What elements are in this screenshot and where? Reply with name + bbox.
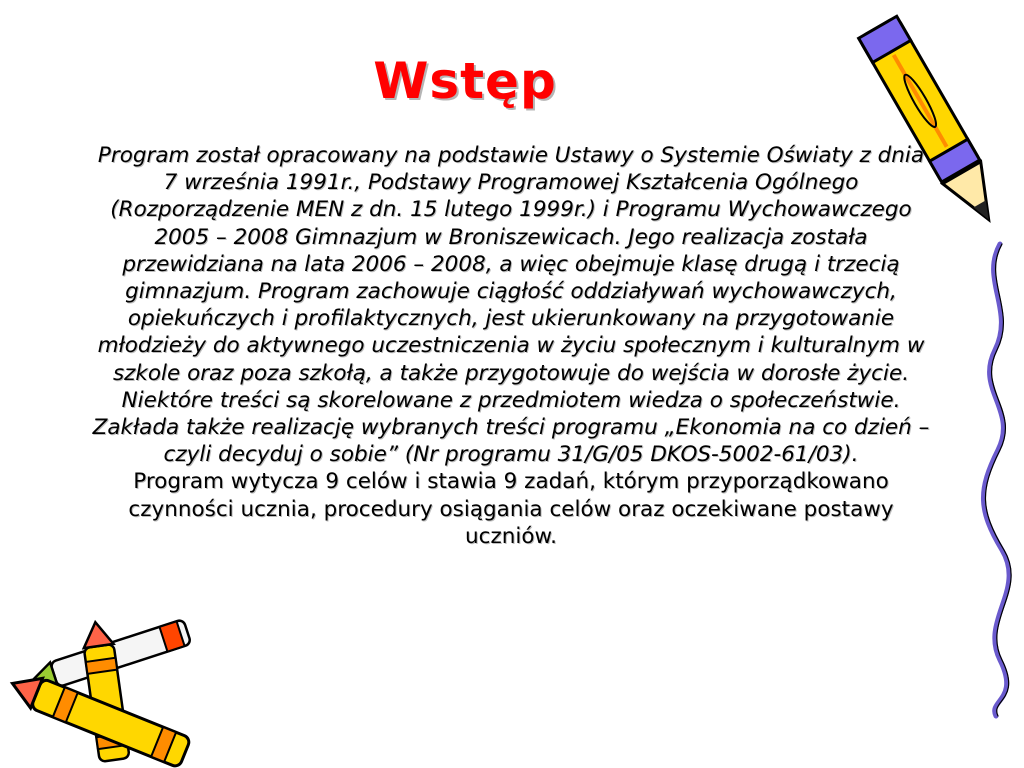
paragraph-1: Program został opracowany na podstawie Ustawy o Systemie Oświaty z dnia 7 września 1991r., Podstawy Programowej Kształcenia Ogólnego (Rozporządzenie MEN z dn. 15 lutego 1999r.) i Programu Wychowawczego 2005 – 2008 Gimnazjum w Broniszewicach. Jego realizacja została przewidziana na lata 2006 – 2008, a więc obejmuje klasę drugą i trzecią gimnazjum. Program zachowuje ciągłość oddziaływań wychowawczych, opiekuńczych i profilaktycznych, jest ukierunkowany na przygotowanie młodzieży do aktywnego uczestniczenia w życiu społecznym i kulturalnym w szkole oraz poza szkołą, a także przygotowuje do wejścia w dorosłe życie.	[97, 143, 925, 386]
paragraph-2: Niektóre treści są skorelowane z przedmiotem wiedza o społeczeństwie. Zakłada także realizację wybranych treści programu „Ekonomia na co dzień – czyli decyduj o sobie” (Nr programu 31/G/05 DKOS-5002-61/03).	[92, 387, 930, 468]
pencil-icon	[850, 0, 1024, 245]
paragraph-3: Program wytycza 9 celów i stawia 9 zadań, którym przyporządkowano czynności ucznia, procedury osiągania celów oraz oczekiwane postawy uczniów.	[128, 469, 894, 549]
slide-body	[88, 142, 934, 550]
crayons-icon	[0, 615, 220, 768]
slide-title: Wstęp	[373, 52, 557, 110]
squiggle-line-icon	[970, 240, 1024, 720]
